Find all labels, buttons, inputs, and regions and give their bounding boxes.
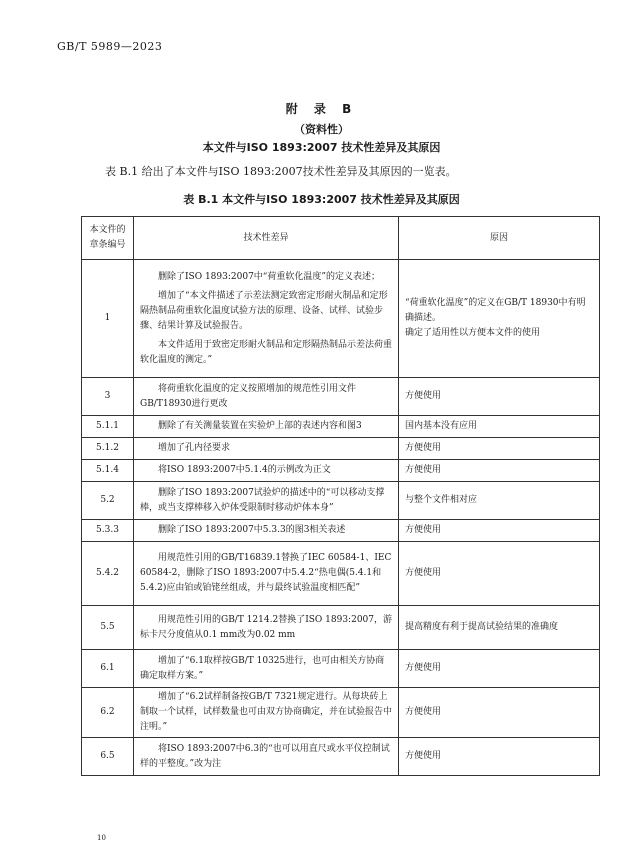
reason-line: 方便使用 bbox=[405, 391, 442, 401]
reason-line: 方便使用 bbox=[405, 443, 442, 453]
clause-number-cell: 3 bbox=[82, 378, 134, 416]
table-row bbox=[82, 416, 600, 438]
difference-paragraph: 增加了“6.2试样制备按GB/T 7321规定进行。从每块砖上制取一个试样，试样数量也可由双方协商确定，并在试验报告中注明。” bbox=[140, 692, 393, 732]
reason-line: 提高精度有利于提高试验结果的准确度 bbox=[405, 622, 559, 632]
table-row bbox=[82, 520, 600, 542]
technical-difference-cell bbox=[134, 688, 399, 738]
difference-paragraph: 增加了“本文件描述了示差法测定致密定形耐火制品和定形隔热制品荷重软化温度试验方法的原理、设备、试样、试验步骤、结果计算及试验报告。 bbox=[140, 290, 388, 331]
clause-number-cell: 5.5 bbox=[82, 606, 134, 650]
difference-paragraph: 将ISO 1893:2007中6.3的“也可以用直尺或水平仪控制试样的平整度。”改为注 bbox=[140, 743, 390, 769]
difference-paragraph: 删除了有关测量装置在实验炉上部的表述内容和图3 bbox=[158, 421, 362, 431]
reason-cell bbox=[399, 606, 600, 650]
difference-paragraph: 将荷重软化温度的定义按照增加的规范性引用文件GB/T18930进行更改 bbox=[140, 383, 357, 409]
technical-difference-cell bbox=[134, 260, 399, 378]
difference-paragraph: 删除了ISO 1893:2007中“荷重软化温度”的定义表述； bbox=[158, 271, 381, 282]
reason-line: 方便使用 bbox=[405, 465, 442, 475]
reason-line: 方便使用 bbox=[405, 663, 442, 673]
reason-cell bbox=[399, 378, 600, 416]
difference-paragraph: 将ISO 1893:2007中5.1.4的示例改为正文 bbox=[158, 465, 331, 475]
table-row bbox=[82, 482, 600, 520]
table-row bbox=[82, 542, 600, 606]
technical-difference-cell bbox=[134, 460, 399, 482]
reason-line: 方便使用 bbox=[405, 707, 442, 717]
clause-number-cell: 5.4.2 bbox=[82, 542, 134, 606]
reason-line: 国内基本没有应用 bbox=[405, 421, 478, 431]
difference-paragraph: 删除了ISO 1893:2007中5.3.3的图3相关表述 bbox=[158, 525, 346, 535]
header-technical-difference: 技术性差异 bbox=[134, 217, 399, 260]
table-header-row bbox=[82, 217, 600, 260]
table-row bbox=[82, 438, 600, 460]
clause-number-cell: 5.3.3 bbox=[82, 520, 134, 542]
difference-paragraph: 本文件适用于致密定形耐火制品和定形隔热制品示差法荷重软化温度的测定。” bbox=[140, 339, 393, 365]
clause-number-cell: 5.1.4 bbox=[82, 460, 134, 482]
clause-number-cell: 6.5 bbox=[82, 738, 134, 776]
standard-code: GB/T 5989—2023 bbox=[57, 40, 163, 53]
technical-difference-cell bbox=[134, 520, 399, 542]
clause-number-cell: 1 bbox=[82, 260, 134, 378]
table-row bbox=[82, 260, 600, 378]
reason-line: “荷重软化温度”的定义在GB/T 18930中有明确描述。 bbox=[405, 298, 586, 323]
reason-cell bbox=[399, 738, 600, 776]
reason-line: 方便使用 bbox=[405, 751, 442, 761]
reason-cell bbox=[399, 482, 600, 520]
technical-difference-cell bbox=[134, 606, 399, 650]
technical-difference-cell bbox=[134, 482, 399, 520]
technical-difference-cell bbox=[134, 378, 399, 416]
intro-paragraph: 表 B.1 给出了本文件与ISO 1893:2007技术性差异及其原因的一览表。 bbox=[105, 165, 457, 178]
table-row bbox=[82, 606, 600, 650]
reason-line: 确定了适用性以方便本文件的使用 bbox=[405, 328, 541, 338]
reason-cell bbox=[399, 650, 600, 688]
reason-cell bbox=[399, 542, 600, 606]
page-number: 10 bbox=[97, 834, 106, 842]
clause-number-cell: 5.2 bbox=[82, 482, 134, 520]
reason-cell bbox=[399, 416, 600, 438]
differences-table bbox=[81, 216, 600, 776]
clause-number-cell: 6.2 bbox=[82, 688, 134, 738]
reason-cell bbox=[399, 688, 600, 738]
annex-type: （资料性） bbox=[294, 123, 349, 136]
reason-cell bbox=[399, 520, 600, 542]
difference-paragraph: 增加了孔内径要求 bbox=[158, 443, 231, 453]
technical-difference-cell bbox=[134, 416, 399, 438]
difference-paragraph: 用规范性引用的GB/T16839.1替换了IEC 60584-1、IEC 60584-2，删除了ISO 1893:2007中5.4.2“热电偶(5.4.1和5.4.2)应由铂或铂铑丝组成，并与最终试验温度相匹配” bbox=[140, 553, 392, 593]
difference-paragraph: 增加了“6.1取样按GB/T 10325进行，也可由相关方协商确定取样方案。” bbox=[140, 655, 385, 681]
clause-number-cell: 6.1 bbox=[82, 650, 134, 688]
clause-number-cell: 5.1.2 bbox=[82, 438, 134, 460]
technical-difference-cell bbox=[134, 438, 399, 460]
header-clause-number: 本文件的章条编号 bbox=[82, 217, 134, 260]
clause-number-cell: 5.1.1 bbox=[82, 416, 134, 438]
table-row bbox=[82, 650, 600, 688]
annex-title: 附 录 B bbox=[285, 102, 358, 116]
table-caption: 表 B.1 本文件与ISO 1893:2007 技术性差异及其原因 bbox=[183, 193, 460, 206]
technical-difference-cell bbox=[134, 650, 399, 688]
reason-line: 方便使用 bbox=[405, 568, 442, 578]
header-reason: 原因 bbox=[399, 217, 600, 260]
technical-difference-cell bbox=[134, 738, 399, 776]
reason-line: 与整个文件相对应 bbox=[405, 495, 478, 505]
table-row bbox=[82, 738, 600, 776]
reason-cell bbox=[399, 438, 600, 460]
reason-cell bbox=[399, 260, 600, 378]
reason-line: 方便使用 bbox=[405, 525, 442, 535]
table-row bbox=[82, 378, 600, 416]
difference-paragraph: 删除了ISO 1893:2007试验炉的描述中的“可以移动支撑棒，或当支撑棒移入炉体受限制时移动炉体本身” bbox=[140, 487, 385, 513]
difference-paragraph: 用规范性引用的GB/T 1214.2替换了ISO 1893:2007，游标卡尺分度值从0.1 mm改为0.02 mm bbox=[140, 614, 392, 640]
table-row bbox=[82, 460, 600, 482]
reason-cell bbox=[399, 460, 600, 482]
table-row bbox=[82, 688, 600, 738]
technical-difference-cell bbox=[134, 542, 399, 606]
annex-heading: 本文件与ISO 1893:2007 技术性差异及其原因 bbox=[202, 141, 441, 154]
